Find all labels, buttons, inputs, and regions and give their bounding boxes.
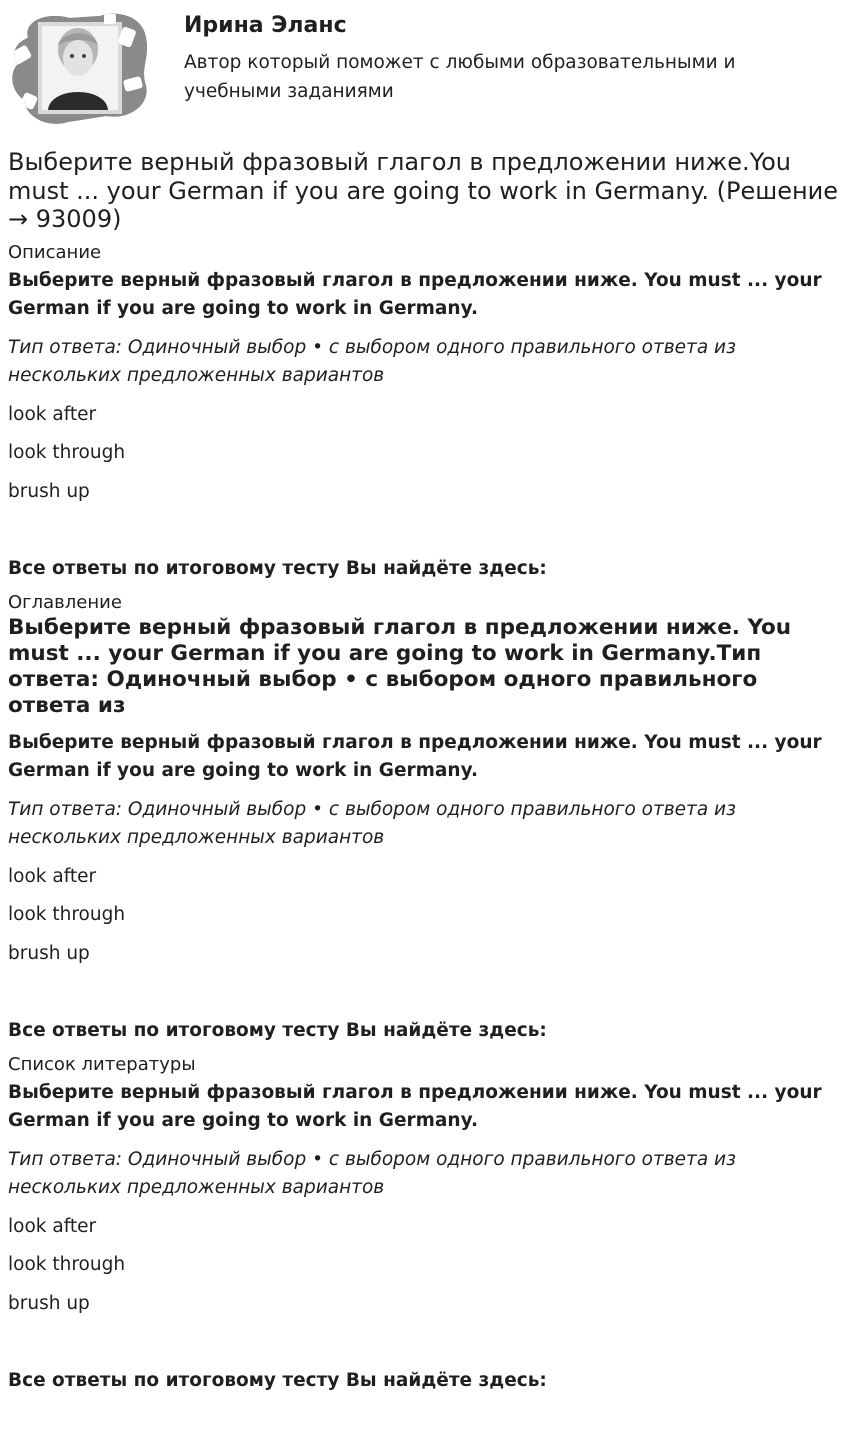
author-description: Автор который поможет с любыми образовательными и учебными заданиями: [184, 52, 736, 102]
author-avatar: [8, 8, 150, 128]
section-label-literature: Список литературы: [8, 1053, 196, 1075]
answer-option-3: brush up: [8, 480, 90, 502]
answer-type: Тип ответа: Одиночный выбор • с выбором одного правильного ответа из нескольких предложенных вариантов: [8, 336, 736, 386]
answer-option-3: brush up: [8, 1292, 90, 1314]
answer-option-2: look through: [8, 904, 126, 925]
page-title: Выберите верный фразовый глагол в предложении ниже.You must ... your German if you are going to work in Germany. (Решение → 93009): [8, 148, 839, 233]
answer-option-1: look after: [8, 403, 97, 425]
author-name: Ирина Эланс: [184, 13, 347, 38]
author-card: [8, 8, 838, 128]
question-text: Выберите верный фразовый глагол в предложении ниже. You must ... your German if you are going to work in Germany.: [8, 731, 822, 781]
literature-section: [8, 1053, 840, 1396]
toc-heading: Выберите верный фразовый глагол в предложении ниже. You must ... your German if you are going to work in Germany.Тип ответа: Одиночный выбор • с выбором одного правильного ответа из: [8, 614, 792, 718]
all-answers-note: Все ответы по итоговому тесту Вы найдёте здесь:: [8, 1370, 547, 1391]
section-label-toc: Оглавление: [8, 591, 122, 613]
all-answers-note: Все ответы по итоговому тесту Вы найдёте здесь:: [8, 558, 547, 579]
main-content: [8, 148, 840, 1396]
description-section: [8, 241, 840, 584]
question-text: Выберите верный фразовый глагол в предложении ниже. You must ... your German if you are going to work in Germany.: [8, 269, 822, 319]
answer-option-2: look through: [8, 442, 126, 463]
toc-section: [8, 591, 840, 1046]
answer-type: Тип ответа: Одиночный выбор • с выбором одного правильного ответа из нескольких предложенных вариантов: [8, 1148, 736, 1198]
answer-option-3: brush up: [8, 942, 90, 964]
all-answers-note: Все ответы по итоговому тесту Вы найдёте здесь:: [8, 1020, 547, 1041]
section-label-description: Описание: [8, 241, 102, 263]
answer-option-1: look after: [8, 1215, 97, 1237]
question-text: Выберите верный фразовый глагол в предложении ниже. You must ... your German if you are going to work in Germany.: [8, 1081, 822, 1131]
answer-option-2: look through: [8, 1254, 126, 1275]
answer-option-1: look after: [8, 865, 97, 887]
answer-type: Тип ответа: Одиночный выбор • с выбором одного правильного ответа из нескольких предложенных вариантов: [8, 798, 736, 848]
